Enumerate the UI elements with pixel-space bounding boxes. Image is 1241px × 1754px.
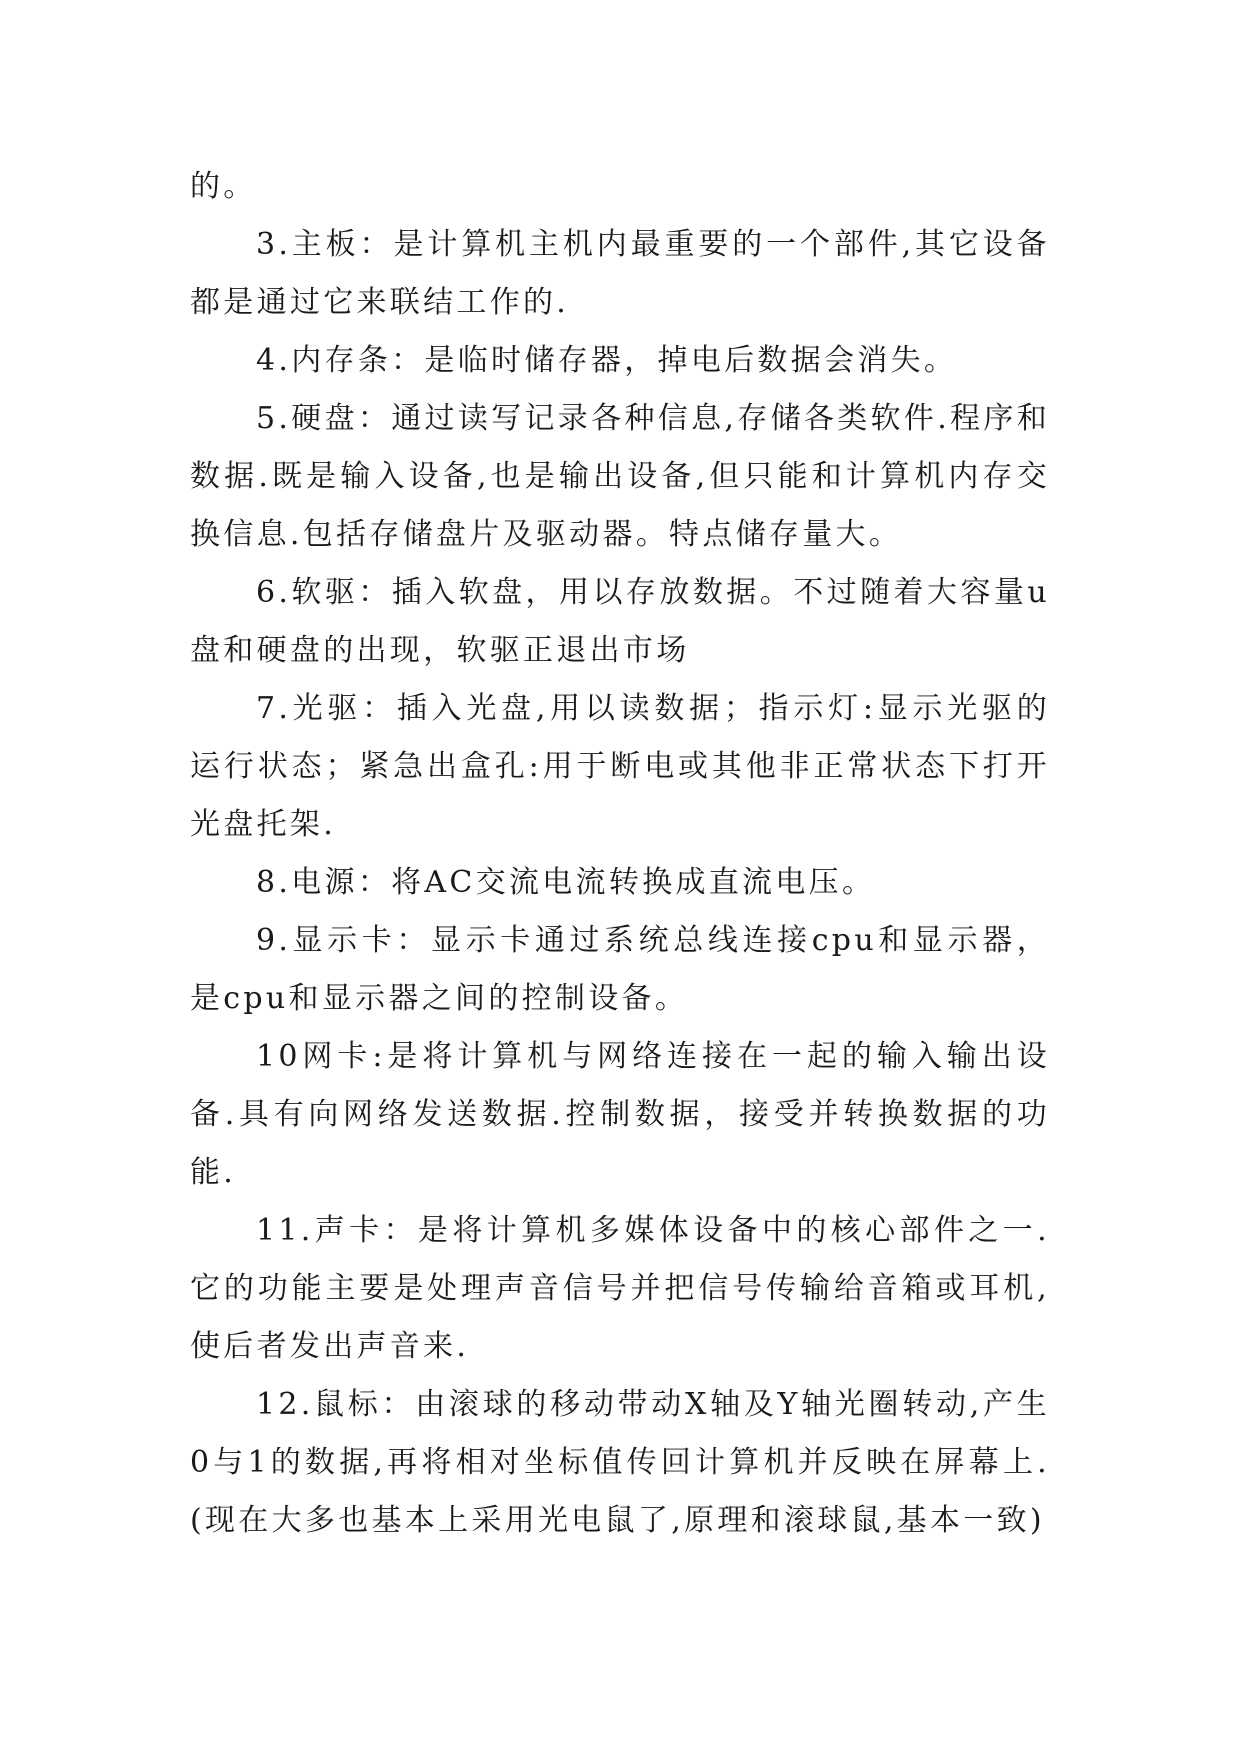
paragraph-mouse: 12.鼠标：由滚球的移动带动X轴及Y轴光圈转动,产生0与1的数据,再将相对坐标值传回计算机并反映在屏幕上.(现在大多也基本上采用光电鼠了,原理和滚球鼠,基本一致)	[190, 1387, 1050, 1538]
paragraph-optical-drive: 7.光驱：插入光盘,用以读数据；指示灯:显示光驱的运行状态；紧急出盒孔:用于断电或其他非正常状态下打开光盘托架.	[190, 691, 1051, 842]
paragraph-hard-disk: 5.硬盘：通过读写记录各种信息,存储各类软件.程序和数据.既是输入设备,也是输出设备,但只能和计算机内存交换信息.包括存储盘片及驱动器。特点储存量大。	[190, 401, 1050, 552]
paragraph-sound-card: 11.声卡：是将计算机多媒体设备中的核心部件之一.它的功能主要是处理声音信号并把信号传输给音箱或耳机,使后者发出声音来.	[190, 1213, 1050, 1364]
paragraph-floppy-drive: 6.软驱：插入软盘，用以存放数据。不过随着大容量u盘和硬盘的出现，软驱正退出市场	[190, 575, 1050, 668]
paragraph-memory: 4.内存条：是临时储存器，掉电后数据会消失。	[256, 343, 958, 378]
paragraph-continuation: 的。	[190, 169, 257, 204]
paragraph-power-supply: 8.电源：将AC交流电流转换成直流电压。	[256, 865, 876, 900]
paragraph-motherboard: 3.主板：是计算机主机内最重要的一个部件,其它设备都是通过它来联结工作的.	[190, 227, 1050, 320]
paragraph-graphics-card: 9.显示卡：显示卡通过系统总线连接cpu和显示器，是cpu和显示器之间的控制设备。	[190, 923, 1050, 1016]
document-body	[190, 158, 1050, 1550]
paragraph-network-card: 10网卡:是将计算机与网络连接在一起的输入输出设备.具有向网络发送数据.控制数据，接受并转换数据的功能.	[190, 1039, 1050, 1190]
